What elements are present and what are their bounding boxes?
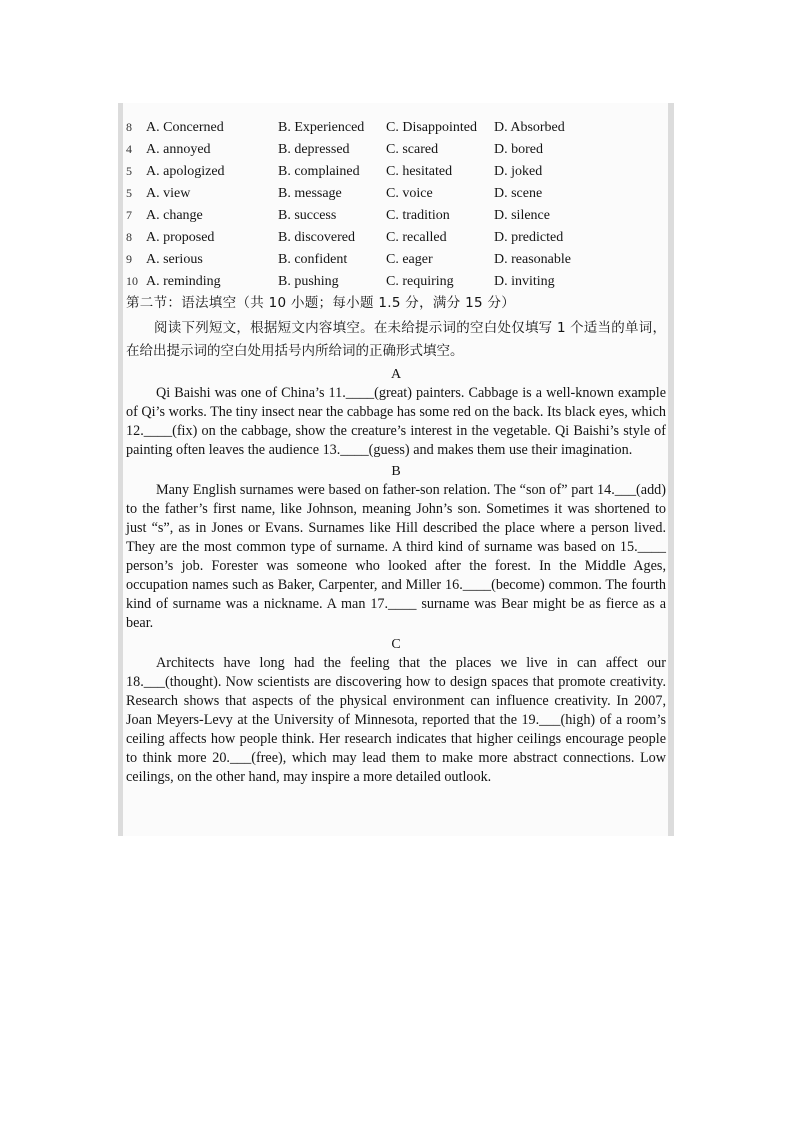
instructions: 阅读下列短文，根据短文内容填空。在未给提示词的空白处仅填写 1 个适当的单词，在给出提示词的空白处用括号内所给词的正确形式填空。 <box>126 320 666 359</box>
option-d: D. inviting <box>494 273 555 289</box>
option-d: D. predicted <box>494 229 564 245</box>
option-c: C. scared <box>386 141 439 157</box>
option-d: D. bored <box>494 141 543 157</box>
option-c: C. recalled <box>386 229 447 245</box>
option-row <box>126 160 666 182</box>
option-b: B. success <box>278 207 337 223</box>
option-row <box>126 182 666 204</box>
option-b: B. message <box>278 185 342 201</box>
option-row <box>126 116 666 138</box>
passage-letter: C <box>391 637 401 652</box>
option-a: A. Concerned <box>146 119 224 135</box>
option-d: D. reasonable <box>494 251 571 267</box>
option-d: D. silence <box>494 207 550 223</box>
option-row <box>126 138 666 160</box>
question-number: 8 <box>126 119 132 134</box>
option-a: A. reminding <box>146 273 221 289</box>
option-b: B. pushing <box>278 273 339 289</box>
option-b: B. depressed <box>278 141 350 157</box>
section-title: 第二节：语法填空（共 10 小题；每小题 1.5 分，满分 15 分） <box>126 295 516 311</box>
question-number: 8 <box>126 229 132 244</box>
option-a: A. apologized <box>146 163 225 179</box>
option-b: B. complained <box>278 163 360 179</box>
option-c: C. tradition <box>386 207 450 223</box>
passage-letter: B <box>391 464 401 479</box>
option-b: B. Experienced <box>278 119 365 135</box>
option-a: A. view <box>146 185 191 201</box>
option-a: A. change <box>146 207 203 223</box>
option-b: B. confident <box>278 251 348 267</box>
question-number: 9 <box>126 251 132 266</box>
option-row <box>126 204 666 226</box>
question-number: 5 <box>126 185 132 200</box>
passage-text: Many English surnames were based on father-son relation. The “son of” part 14.___(add) to the father’s first name, like Johnson, meaning John’s son. Sometimes it was shortened to just “s”, as in Jones or Evans. Surnames like Hill described the place where a person lived. They are the most common type of surname. A third kind of surname was based on 15.____ person’s job. Forester was someone who looked after the forest. In the Middle Ages, occupation names such as Baker, Carpenter, and Miller 16.____(become) common. The fourth kind of surname was a nickname. A man 17.____ surname was Bear might be as fierce as a bear. <box>126 482 666 631</box>
question-number: 4 <box>126 141 132 156</box>
option-a: A. annoyed <box>146 141 211 157</box>
option-d: D. Absorbed <box>494 119 565 135</box>
passage-letter: A <box>390 367 402 382</box>
option-row <box>126 248 666 270</box>
option-a: A. serious <box>146 251 203 267</box>
option-c: C. eager <box>386 251 433 267</box>
question-number: 5 <box>126 163 132 178</box>
option-a: A. proposed <box>146 229 215 245</box>
question-number: 10 <box>126 273 138 288</box>
option-row <box>126 226 666 248</box>
option-d: D. scene <box>494 185 543 201</box>
option-c: C. voice <box>386 185 433 201</box>
option-c: C. hesitated <box>386 163 453 179</box>
passage-text: Qi Baishi was one of China’s 11.____(great) painters. Cabbage is a well-known example of Qi’s works. The tiny insect near the cabbage has some red on the back. Its black eyes, which 12.____(fix) on the cabbage, show the creature’s interest in the vegetable. Qi Baishi’s style of painting often leaves the audience 13.____(guess) and makes them use their imagination. <box>126 385 666 458</box>
option-b: B. discovered <box>278 229 355 245</box>
option-c: C. requiring <box>386 273 454 289</box>
question-number: 7 <box>126 207 132 222</box>
option-row <box>126 270 666 292</box>
options-table <box>126 116 666 292</box>
option-c: C. Disappointed <box>386 119 477 135</box>
exam-page <box>126 116 666 787</box>
option-d: D. joked <box>494 163 543 179</box>
passage-text: Architects have long had the feeling that the places we live in can affect our 18.___(thought). Now scientists are discovering how to design spaces that promote creativity. Research shows that aspects of the physical environment can influence creativity. In 2007, Joan Meyers-Levy at the University of Minnesota, reported that the 19.___(high) of a room’s ceiling affects how people think. Her research indicates that higher ceilings encourage people to think more 20.___(free), which may lead them to make more abstract connections. Low ceilings, on the other hand, may inspire a more detailed outlook. <box>126 655 666 785</box>
